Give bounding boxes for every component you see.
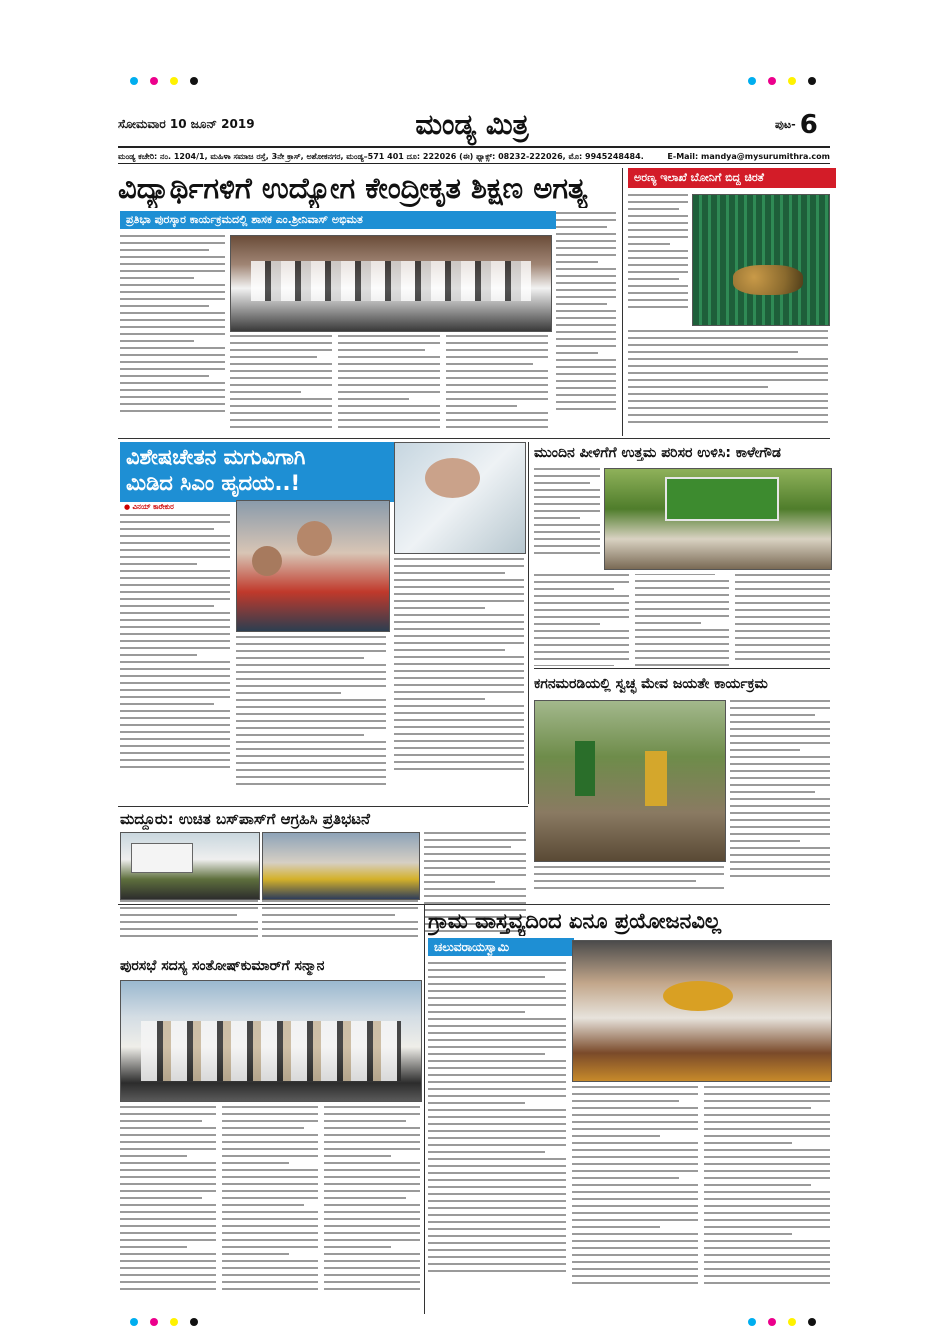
cm-body-col3 [394, 558, 524, 804]
registration-mark [768, 77, 776, 85]
buspass-body-col2 [262, 900, 418, 950]
buspass-group-photo [262, 832, 420, 900]
section-divider [118, 438, 830, 439]
santosh-body-col3 [324, 1106, 420, 1312]
child-hospital-photo [394, 442, 526, 554]
lead-body-col1 [120, 235, 225, 435]
column-divider [622, 168, 623, 436]
cm-with-child-photo [236, 500, 390, 632]
cleanliness-body-col2 [534, 866, 724, 900]
environment-headline: ಮುಂದಿನ ಪೀಳಿಗೆಗೆ ಉತ್ತಮ ಪರಿಸರ ಉಳಿಸಿ: ಕಾಳೇಗೌಡ [534, 445, 781, 461]
santosh-body-col1 [120, 1106, 216, 1312]
registration-mark [130, 77, 138, 85]
column-divider [528, 442, 529, 804]
buspass-headline: ಮದ್ದೂರು: ಉಚಿತ ಬಸ್‌ಪಾಸ್‌ಗೆ ಆಗ್ರಹಿಸಿ ಪ್ರತಿಭಟನೆ [120, 810, 370, 828]
leopard-cage-photo [692, 194, 830, 326]
newspaper-logo: ಮಂಡ್ಯ ಮಿತ್ರ [415, 108, 529, 141]
leopard-body-rest [628, 330, 828, 435]
registration-mark [788, 77, 796, 85]
leopard-body-col1 [628, 194, 688, 324]
cleanliness-body-col1 [730, 700, 830, 900]
cm-body-col2 [236, 636, 386, 804]
page-number: ಪುಟ- 6 [775, 110, 818, 140]
village-body-col1 [428, 962, 566, 1312]
lead-body-col2 [230, 335, 332, 435]
section-divider [534, 668, 830, 669]
santosh-felicitation-photo [120, 980, 422, 1102]
registration-mark [788, 1318, 796, 1326]
cm-body-col1 [120, 514, 230, 804]
registration-mark [808, 1318, 816, 1326]
santosh-body-col2 [222, 1106, 318, 1312]
registration-mark [748, 77, 756, 85]
lead-photo [230, 235, 552, 332]
registration-mark [190, 77, 198, 85]
address-rule [118, 163, 830, 164]
registration-mark [808, 77, 816, 85]
environment-photo [604, 468, 832, 570]
buspass-body-col1 [120, 900, 258, 950]
office-address: ಮಂಡ್ಯ ಕಚೇರಿ: ನಂ. 1204/1, ಮಹಿಳಾ ಸಮಾಜ ರಸ್ತೆ, 3ನೇ ಕ್ರಾಸ್, ಅಶೋಕನಗರ, ಮಂಡ್ಯ–571 401 ದೂ: 222026 (ಈ) ಫ್ಯಾಕ್ಸ್: 08232-222026, ಮೊ: 9945248484. E-Mail: mandya@mysurumithra.com [118, 152, 830, 161]
environment-body-col1 [534, 468, 600, 568]
registration-mark [150, 77, 158, 85]
environment-body-rest [534, 574, 830, 666]
village-subhead: ಚಲುವರಾಯಸ್ವಾಮಿ [428, 938, 574, 956]
cm-byline: ● ವಿನಯ್ ಕಾರೇಕುರ [124, 503, 174, 511]
leopard-headline: ಅರಣ್ಯ ಇಲಾಖೆ ಬೋನಿಗೆ ಬಿದ್ದ ಚಿರತೆ [628, 168, 836, 188]
cleanliness-photo [534, 700, 726, 862]
section-divider [118, 904, 830, 905]
section-divider [118, 806, 528, 807]
village-headline: ಗ್ರಾಮ ವಾಸ್ತವ್ಯದಿಂದ ಏನೂ ಪ್ರಯೋಜನವಿಲ್ಲ [428, 909, 721, 933]
village-felicitation-photo [572, 940, 832, 1082]
registration-mark [170, 77, 178, 85]
issue-date: ಸೋಮವಾರ 10 ಜೂನ್ 2019 [118, 117, 255, 131]
column-divider [424, 904, 425, 1314]
registration-mark [768, 1318, 776, 1326]
lead-body-col5 [556, 212, 616, 434]
registration-mark [150, 1318, 158, 1326]
village-body-col2 [572, 1086, 698, 1312]
lead-subhead: ಪ್ರತಿಭಾ ಪುರಸ್ಕಾರ ಕಾರ್ಯಕ್ರಮದಲ್ಲಿ ಶಾಸಕ ಎಂ.ಶ್ರೀನಿವಾಸ್ ಅಭಿಮತ [120, 211, 556, 229]
registration-mark [748, 1318, 756, 1326]
registration-mark [190, 1318, 198, 1326]
cleanliness-headline: ಕಗನಮರಡಿಯಲ್ಲಿ ಸ್ವಚ್ಛ ಮೇವ ಜಯತೇ ಕಾರ್ಯಕ್ರಮ [534, 676, 768, 692]
lead-body-col4 [446, 335, 548, 435]
lead-headline: ವಿದ್ಯಾರ್ಥಿಗಳಿಗೆ ಉದ್ಯೋಗ ಕೇಂದ್ರೀಕೃತ ಶಿಕ್ಷಣ ಅಗತ್ಯ [118, 171, 588, 205]
masthead-rule [118, 146, 830, 148]
village-body-col3 [704, 1086, 830, 1312]
santosh-headline: ಪುರಸಭೆ ಸದಸ್ಯ ಸಂತೋಷ್‌ಕುಮಾರ್‌ಗೆ ಸನ್ಮಾನ [120, 958, 325, 974]
lead-body-col3 [338, 335, 440, 435]
registration-mark [130, 1318, 138, 1326]
cm-headline: ವಿಶೇಷಚೇತನ ಮಗುವಿಗಾಗಿ ಮಿಡಿದ ಸಿಎಂ ಹೃದಯ..! [120, 442, 400, 502]
registration-mark [170, 1318, 178, 1326]
buspass-protest-photo [120, 832, 260, 900]
